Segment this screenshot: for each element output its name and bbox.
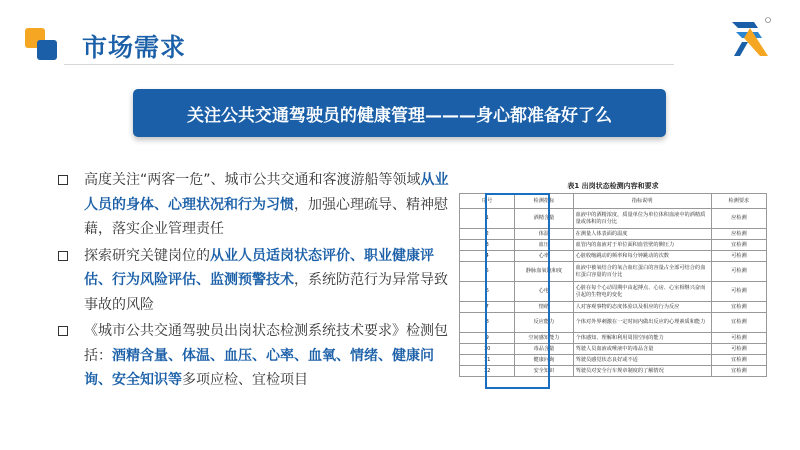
table-row	[460, 282, 767, 302]
bullet-square-icon	[58, 326, 68, 336]
table-cell: 11	[460, 355, 515, 366]
bullet-square-icon	[58, 251, 68, 261]
table-cell: 应检测	[711, 209, 766, 229]
bullet-highlight-text: 酒精含量、体温、血压、心率、血氧、情绪、健康问询、安全知识等	[84, 347, 434, 388]
table-cell: 8	[460, 313, 515, 333]
table-cell: 空间感知能力	[515, 333, 573, 344]
table-cell: 宜检测	[711, 240, 766, 251]
table-cell: 3	[460, 240, 515, 251]
table-cell: 可检测	[711, 251, 766, 262]
table-cell: 在测量人体表面的温度	[573, 229, 711, 240]
table-cell: 可检测	[711, 333, 766, 344]
table-cell: 宜检测	[711, 366, 766, 377]
bullet-text: 《城市公共交通驾驶员出岗状态检测系统技术要求》检测包括：	[84, 323, 448, 364]
bullet-square-icon	[58, 175, 68, 185]
table-cell: 心率	[515, 251, 573, 262]
table-cell: 反应能力	[515, 313, 573, 333]
table-cell: 心脏收缩跳动的频率和每分钟跳动的次数	[573, 251, 711, 262]
table-cell: 血液中的酒精浓度，质量单位为单位体积血液中的酒精质量或体积的百分比	[573, 209, 711, 229]
bullet-highlight-text: 从业人员适岗状态评价、职业健康评估、行为风险评估、监测预警技术	[84, 247, 434, 288]
table-row	[460, 333, 767, 344]
table-cell: 人对客观事物的态度体验以及相应的行为反应	[573, 302, 711, 313]
table-title: 表1 出岗状态检测内容和要求	[567, 182, 659, 190]
table-row	[460, 209, 767, 229]
bullet-item	[58, 319, 450, 393]
table-row	[460, 302, 767, 313]
bullet-text: ，系统防范行为异常导致事故的风险	[84, 272, 448, 313]
table-row	[460, 251, 767, 262]
table-cell: 心脏在每个心动周期中由起搏点、心房、心室相继兴奋而引起的生物电的变化	[573, 282, 711, 302]
bullet-text: 探索研究关键岗位的	[84, 247, 210, 264]
table-cell: 12	[460, 366, 515, 377]
bullet-item	[58, 168, 450, 242]
table-cell: 7	[460, 302, 515, 313]
status-detection-table	[459, 181, 767, 377]
table-row	[460, 355, 767, 366]
table-cell: 体温	[515, 229, 573, 240]
table-cell: 可检测	[711, 344, 766, 355]
table-row	[460, 366, 767, 377]
table-cell: 静脉血氧饱和度	[515, 262, 573, 282]
brand-logo-icon	[728, 14, 772, 58]
table-cell: 个体感知、理解和利用周围空间的能力	[573, 333, 711, 344]
table-cell: 驾驶员感觉状态良好或不适	[573, 355, 711, 366]
table-cell: 应检测	[711, 229, 766, 240]
table-cell: 9	[460, 333, 515, 344]
table-cell: 心电	[515, 282, 573, 302]
bullet-text: ，加强心理疏导、精神慰藉，落实企业管理责任	[84, 196, 448, 237]
table-cell: 宜检测	[711, 302, 766, 313]
table-cell: 血压	[515, 240, 573, 251]
table-cell: 可检测	[711, 262, 766, 282]
table-cell: 可检测	[711, 282, 766, 302]
table-cell: 酒精含量	[515, 209, 573, 229]
table-row	[460, 313, 767, 333]
bullet-list	[58, 168, 450, 395]
table-row	[460, 229, 767, 240]
table-row	[460, 344, 767, 355]
page-title: 市场需求	[82, 33, 187, 62]
table-cell: 宜检测	[711, 313, 766, 333]
table-header-cell: 序号	[460, 194, 515, 209]
table-row	[460, 240, 767, 251]
table-cell: 6	[460, 282, 515, 302]
table-cell: 4	[460, 251, 515, 262]
table-cell: 安全知识	[515, 366, 573, 377]
table-cell: 驾驶员对安全行车规章制度的了解情况	[573, 366, 711, 377]
logo-square-blue	[37, 40, 57, 60]
table-cell: 血液中被氧结合的氧合血红蛋白的容量占全部可结合的血红蛋白容量的百分比	[573, 262, 711, 282]
table-header-cell: 检测要求	[711, 194, 766, 209]
table-header-cell: 指标说明	[573, 194, 711, 209]
table-cell: 5	[460, 262, 515, 282]
table-cell: 情绪	[515, 302, 573, 313]
bullet-item	[58, 244, 450, 318]
table-cell: 个体对外界刺激在一定时间内做出反应的心理素质和能力	[573, 313, 711, 333]
table-cell: 驾驶人员血液或唾液中的毒品含量	[573, 344, 711, 355]
table-row	[460, 262, 767, 282]
bullet-text: 多项应检、宜检项目	[182, 372, 308, 388]
table-cell: 2	[460, 229, 515, 240]
header-divider	[64, 64, 674, 65]
table-cell: 10	[460, 344, 515, 355]
bullet-highlight-text: 从业人员的身体、心理状况和行为习惯	[84, 172, 449, 213]
table-header-row	[460, 194, 767, 209]
table-cell: 血管内的血液对于单位面积血管壁的侧压力	[573, 240, 711, 251]
table-cell: 健康问询	[515, 355, 573, 366]
table-header-cell: 检测指标	[515, 194, 573, 209]
table-cell: 宜检测	[711, 355, 766, 366]
table-cell: 1	[460, 209, 515, 229]
table-body	[460, 209, 767, 377]
table-cell: 毒品含量	[515, 344, 573, 355]
bullet-text: 高度关注“两客一危”、城市公共交通和客渡游船等领域	[84, 172, 421, 188]
headline-banner: 关注公共交通驾驶员的健康管理———身心都准备好了么	[133, 89, 666, 137]
